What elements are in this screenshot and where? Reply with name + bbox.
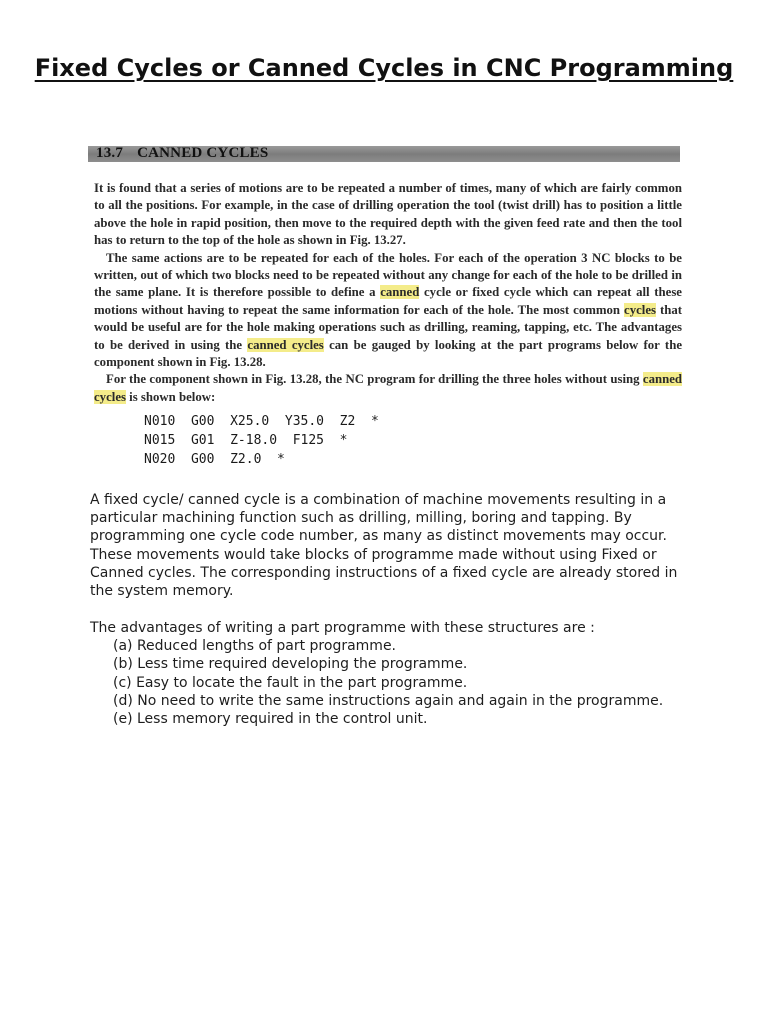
- highlighted-term: canned: [380, 285, 420, 300]
- page-title: Fixed Cycles or Canned Cycles in CNC Programming: [34, 54, 734, 82]
- scan-text: that would be useful are for the hole making operations such as drilling, reaming, tapping, etc. The advantages to be derived in using the: [94, 302, 682, 352]
- scan-text: can be gauged by looking at the part programs below for the component shown in Fig. 13.28.: [94, 337, 682, 370]
- scan-text: is shown below:: [125, 389, 216, 404]
- scan-paragraph: [94, 180, 682, 250]
- advantage-item: (a) Reduced lengths of part programme.: [113, 638, 397, 655]
- intro-text: A fixed cycle/ canned cycle is a combination of machine movements resulting in a particular machining function such as drilling, milling, boring and tapping. By programming one cycle code number, as many as distinct movements may occur. These movements would take blocks of programme made without using Fixed or Canned cycles. The corresponding instructions of a fixed cycle are already stored in the system memory.: [90, 492, 678, 600]
- scan-text: For the component shown in Fig. 13.28, the NC program for drilling the three holes without using: [106, 372, 643, 387]
- scan-text: cycle or fixed cycle which can repeat all these motions without having to repeat the same information for each of the hole. The most common: [94, 285, 682, 317]
- scan-paragraph: [94, 250, 682, 372]
- scan-text: It is found that a series of motions are to be repeated a number of times, many of which are fairly common to all the positions. For example, in the case of drilling operation the tool (twist drill) has to position a little above the hole in rapid position, then move to the required depth with the given feed rate and then the tool has to return to the top of the hole as shown in Fig. 13.27.: [94, 181, 682, 248]
- intro-paragraph: [90, 491, 690, 600]
- advantage-item: (b) Less time required developing the programme.: [113, 656, 468, 673]
- section-heading-text: CANNED CYCLES: [137, 145, 269, 161]
- code-line: N020 G00 Z2.0 *: [144, 452, 285, 467]
- section-number: 13.7: [96, 145, 124, 161]
- scan-paragraph: [94, 371, 682, 406]
- advantage-item: (d) No need to write the same instructions again and again in the programme.: [113, 692, 664, 709]
- highlighted-term: canned cycles: [247, 337, 324, 352]
- code-line: N015 G01 Z-18.0 F125 *: [144, 433, 348, 448]
- section-heading: [96, 142, 268, 164]
- advantages-section: [90, 619, 690, 728]
- advantages-list: [90, 637, 690, 728]
- advantages-lead: The advantages of writing a part programme with these structures are :: [90, 620, 595, 636]
- code-line: N010 G00 X25.0 Y35.0 Z2 *: [144, 414, 379, 429]
- scan-text: The same actions are to be repeated for each of the holes. For each of the operation 3 NC blocks to be written, out of which two blocks need to be repeated without any change for each of the hole to be drilled in the same plane. It is therefore possible to define a: [94, 250, 682, 300]
- highlighted-term: canned cycles: [94, 372, 682, 404]
- scanned-textbook-excerpt: [88, 140, 688, 470]
- scan-body: [94, 180, 682, 406]
- highlighted-term: cycles: [624, 302, 656, 317]
- advantage-item: (c) Easy to locate the fault in the part programme.: [113, 674, 468, 691]
- advantage-item: (e) Less memory required in the control unit.: [113, 711, 428, 728]
- nc-code-block: [144, 412, 379, 469]
